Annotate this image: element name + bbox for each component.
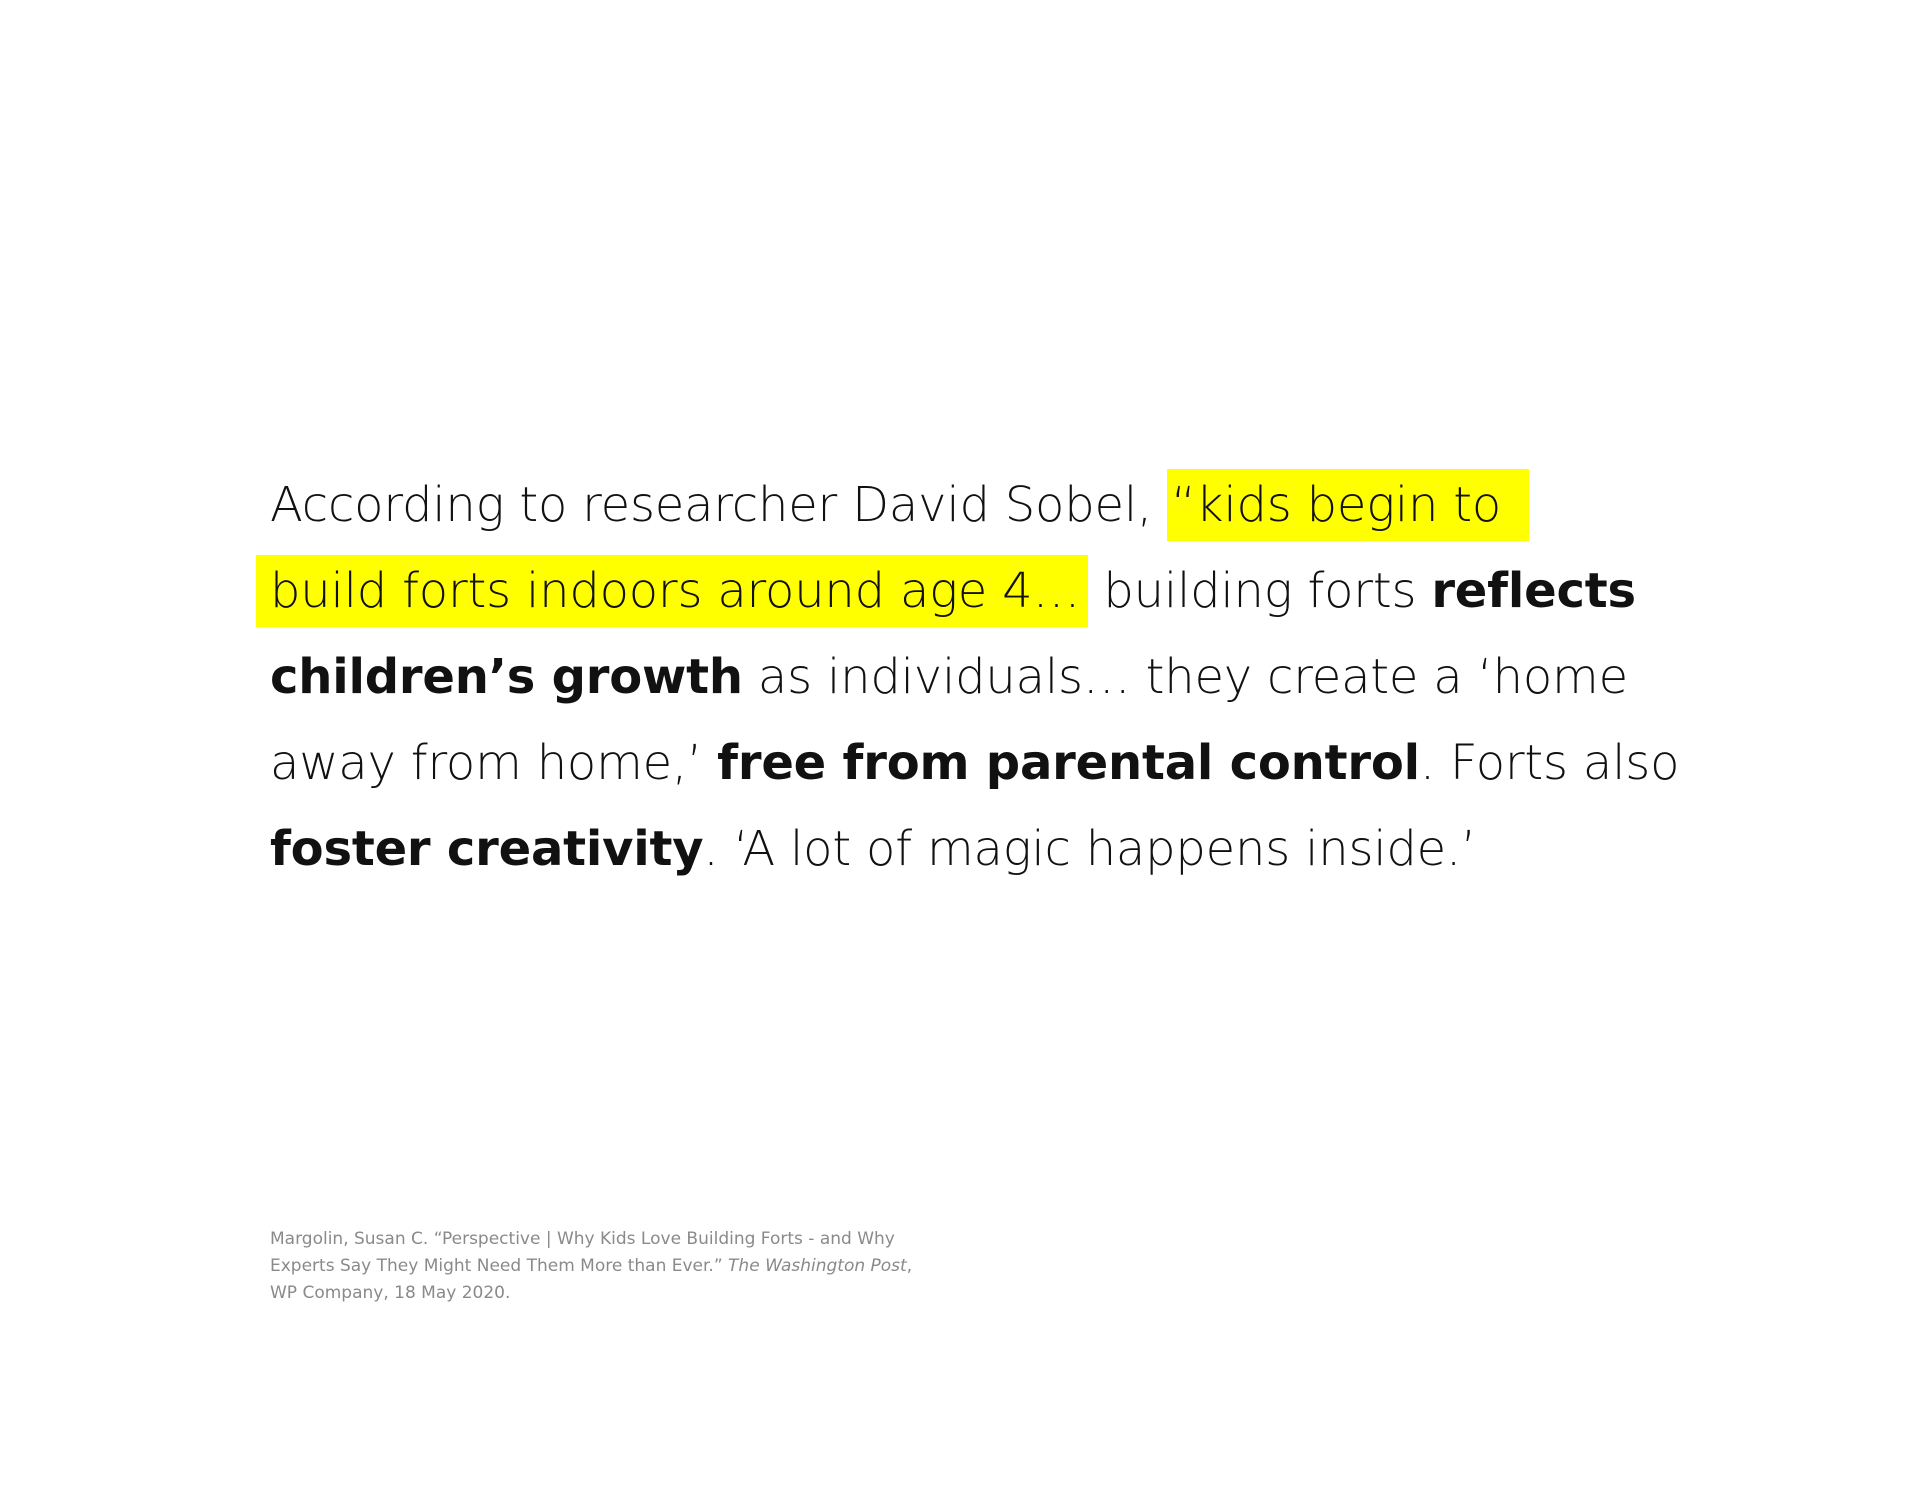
quote-line-1 (270, 462, 1690, 548)
quote-bold-text: reflects (1431, 563, 1636, 619)
quote-line-2 (270, 548, 1690, 634)
quote-bold-text: foster creativity (270, 821, 704, 877)
citation (270, 1226, 970, 1307)
quote-bold-text: children’s growth (270, 649, 743, 705)
quote-paragraph (270, 462, 1690, 892)
quote-highlight: build forts indoors around age 4… (256, 555, 1088, 627)
quote-text: as individuals… they create a ‘home (742, 649, 1628, 705)
quote-text: . ‘A lot of magic happens inside.’ (703, 821, 1477, 877)
citation-line-3: WP Company, 18 May 2020. (270, 1283, 511, 1303)
citation-line-2 (270, 1253, 970, 1280)
quote-bold-text: free from parental control (717, 735, 1420, 791)
quote-text: away from home,’ (270, 735, 718, 791)
quote-highlight: “kids begin to (1167, 469, 1529, 541)
citation-text: Experts Say They Might Need Them More than Ever.” (270, 1256, 729, 1276)
quote-line-3 (270, 634, 1690, 720)
citation-text: , (906, 1256, 913, 1276)
quote-line-4 (270, 720, 1690, 806)
quote-text: building forts (1088, 563, 1432, 619)
quote-text: According to researcher David Sobel, (270, 477, 1168, 533)
quote-text: . Forts also (1419, 735, 1680, 791)
citation-publication: The Washington Post (728, 1256, 907, 1276)
quote-line-5 (270, 806, 1690, 892)
citation-line-1: Margolin, Susan C. “Perspective | Why Kids Love Building Forts - and Why (270, 1229, 895, 1249)
